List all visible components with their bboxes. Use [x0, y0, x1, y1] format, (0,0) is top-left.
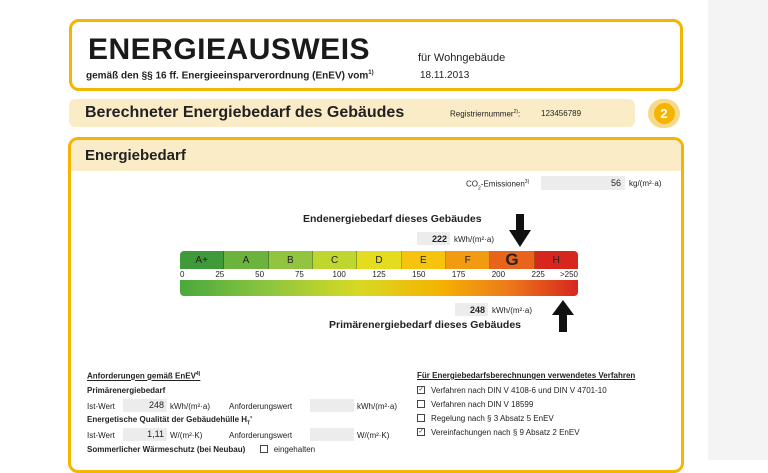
- co2-label-sub: 2: [478, 185, 481, 192]
- energy-class-cell: [402, 251, 446, 269]
- primary-ist-value: 248: [148, 400, 164, 410]
- section-header: [71, 140, 681, 171]
- procedure-label: Verfahren nach DIN V 18599: [431, 400, 534, 409]
- quality-sup: ': [250, 415, 253, 424]
- quality-ist-field: [123, 428, 167, 441]
- energy-class-label: D: [375, 254, 383, 266]
- registration-label-text: Registriernummer: [450, 109, 514, 119]
- end-energy-field: [417, 232, 450, 245]
- co2-value: 56: [610, 178, 621, 188]
- quality-sub: T: [247, 420, 251, 427]
- unchecked-checkbox[interactable]: [417, 414, 425, 422]
- end-energy-value: 222: [431, 234, 447, 244]
- procedures-heading: Für Energiebedarfsberechnungen verwendetes Verfahren: [417, 371, 636, 380]
- checked-checkbox[interactable]: ✓: [418, 386, 424, 393]
- section-title: Energiebedarf: [85, 147, 186, 164]
- energy-class-label: B: [286, 254, 294, 266]
- page-indicator: [648, 99, 680, 128]
- energy-class-cell: [313, 251, 357, 269]
- scale-tick-label: 125: [372, 270, 386, 279]
- energy-gradient-bar: [180, 280, 578, 296]
- scale-tick-label: 150: [412, 270, 426, 279]
- energy-class-cell: [446, 251, 490, 269]
- procedure-item: [417, 400, 533, 414]
- arrow-down-icon: [509, 214, 531, 248]
- registration-footnote: 2): [513, 109, 519, 115]
- calc-bar: [69, 99, 635, 127]
- law-text: gemäß den §§ 16 ff. Energieeinsparverordnung (EnEV) vom: [86, 70, 369, 82]
- procedure-label: Verfahren nach DIN V 4108-6 und DIN V 4701-10: [431, 386, 607, 395]
- quality-anf-unit: W/(m²·K): [357, 431, 390, 440]
- scale-tick-label: 100: [332, 270, 346, 279]
- scale-tick-label: 0: [180, 270, 185, 279]
- energy-class-label: A+: [195, 254, 208, 266]
- primary-energy-unit: kWh/(m²·a): [492, 306, 532, 315]
- law-reference: [86, 70, 374, 81]
- requirements-footnote: 4): [195, 371, 201, 377]
- document-title: ENERGIEAUSWEIS: [88, 33, 371, 66]
- primary-energy-value: 248: [469, 305, 485, 315]
- requirements-heading: [87, 371, 200, 381]
- co2-label: [466, 179, 529, 191]
- checked-checkbox[interactable]: ✓: [418, 428, 424, 435]
- registration-label: [450, 109, 520, 119]
- energy-class-cell: [224, 251, 268, 269]
- primary-anf-unit: kWh/(m²·a): [357, 402, 397, 411]
- quality-ist-label: Ist-Wert: [87, 431, 115, 440]
- procedure-label: Vereinfachungen nach § 9 Absatz 2 EnEV: [431, 428, 580, 437]
- primary-ist-unit: kWh/(m²·a): [170, 402, 210, 411]
- law-footnote: 1): [368, 70, 374, 76]
- scale-tick-label: 175: [451, 270, 466, 279]
- scale-tick-label: 75: [294, 270, 304, 279]
- unchecked-checkbox[interactable]: [417, 400, 425, 408]
- energy-class-label: H: [552, 254, 560, 266]
- procedure-item: [417, 428, 580, 442]
- page-number: 2: [654, 103, 675, 124]
- primary-ist-field: [123, 399, 167, 412]
- co2-unit: kg/(m²·a): [629, 179, 662, 188]
- scale-tick-label: 50: [255, 270, 265, 279]
- quality-label: [87, 415, 252, 429]
- energy-class-label: E: [419, 254, 427, 266]
- procedure-item: [417, 414, 554, 428]
- calc-title: Berechneter Energiebedarf des Gebäudes: [85, 104, 405, 121]
- registration-sep: :: [518, 109, 521, 119]
- summer-option: eingehalten: [273, 445, 316, 454]
- procedure-label: Regelung nach § 3 Absatz 5 EnEV: [431, 414, 554, 423]
- issue-date: 18.11.2013: [420, 70, 470, 81]
- end-energy-unit: kWh/(m²·a): [454, 235, 494, 244]
- end-energy-title: Endenergiebedarf dieses Gebäudes: [303, 213, 482, 225]
- procedure-item: [417, 386, 607, 400]
- energy-class-cell: [490, 251, 534, 269]
- summer-protection-row: [87, 445, 315, 459]
- scale-tick-label: >250: [559, 270, 578, 279]
- energy-demand-section: [68, 137, 684, 473]
- scale-tick-label: 200: [491, 270, 506, 279]
- primary-anf-label: Anforderungswert: [229, 402, 293, 411]
- arrow-up-icon: [552, 300, 574, 332]
- co2-label-pre: CO: [466, 179, 478, 189]
- primary-ist-label: Ist-Wert: [87, 402, 115, 411]
- document-subtitle: für Wohngebäude: [418, 52, 506, 64]
- requirements-heading-text: Anforderungen gemäß EnEV: [87, 371, 196, 381]
- primary-label: Primärenergiebedarf: [87, 386, 166, 395]
- header-box: [69, 19, 683, 91]
- quality-anf-label: Anforderungswert: [229, 431, 293, 440]
- page-margin: [708, 0, 768, 460]
- primary-anf-field: [310, 399, 354, 412]
- energy-class-label: C: [331, 254, 339, 266]
- energy-class-label: F: [464, 254, 471, 266]
- energy-class-cell: [269, 251, 313, 269]
- primary-energy-field: [455, 303, 488, 316]
- co2-value-field: [541, 176, 625, 190]
- scale-tick-label: 25: [215, 270, 225, 279]
- quality-ist-unit: W/(m²·K): [170, 431, 203, 440]
- summer-label: Sommerlicher Wärmeschutz (bei Neubau): [87, 445, 246, 454]
- primary-energy-title: Primärenergiebedarf dieses Gebäudes: [329, 319, 521, 331]
- co2-footnote: 3): [524, 179, 530, 185]
- co2-label-post: -Emissionen: [480, 179, 525, 189]
- summer-checkbox[interactable]: [260, 445, 268, 453]
- quality-ist-value: 1,11: [147, 429, 164, 439]
- energy-class-cell: [357, 251, 401, 269]
- registration-number: 123456789: [541, 109, 582, 118]
- quality-requirement-row: [87, 429, 417, 443]
- energy-class-scale: [180, 251, 578, 269]
- energy-class-label: A: [242, 254, 250, 266]
- scale-tick-label: 225: [531, 270, 545, 279]
- energy-class-cell: [180, 251, 224, 269]
- energy-class-cell: [535, 251, 578, 269]
- quality-label-text: Energetische Qualität der Gebäudehülle H: [87, 415, 248, 424]
- primary-requirement-row: [87, 400, 417, 414]
- current-energy-class: G: [505, 250, 519, 269]
- quality-anf-field: [310, 428, 354, 441]
